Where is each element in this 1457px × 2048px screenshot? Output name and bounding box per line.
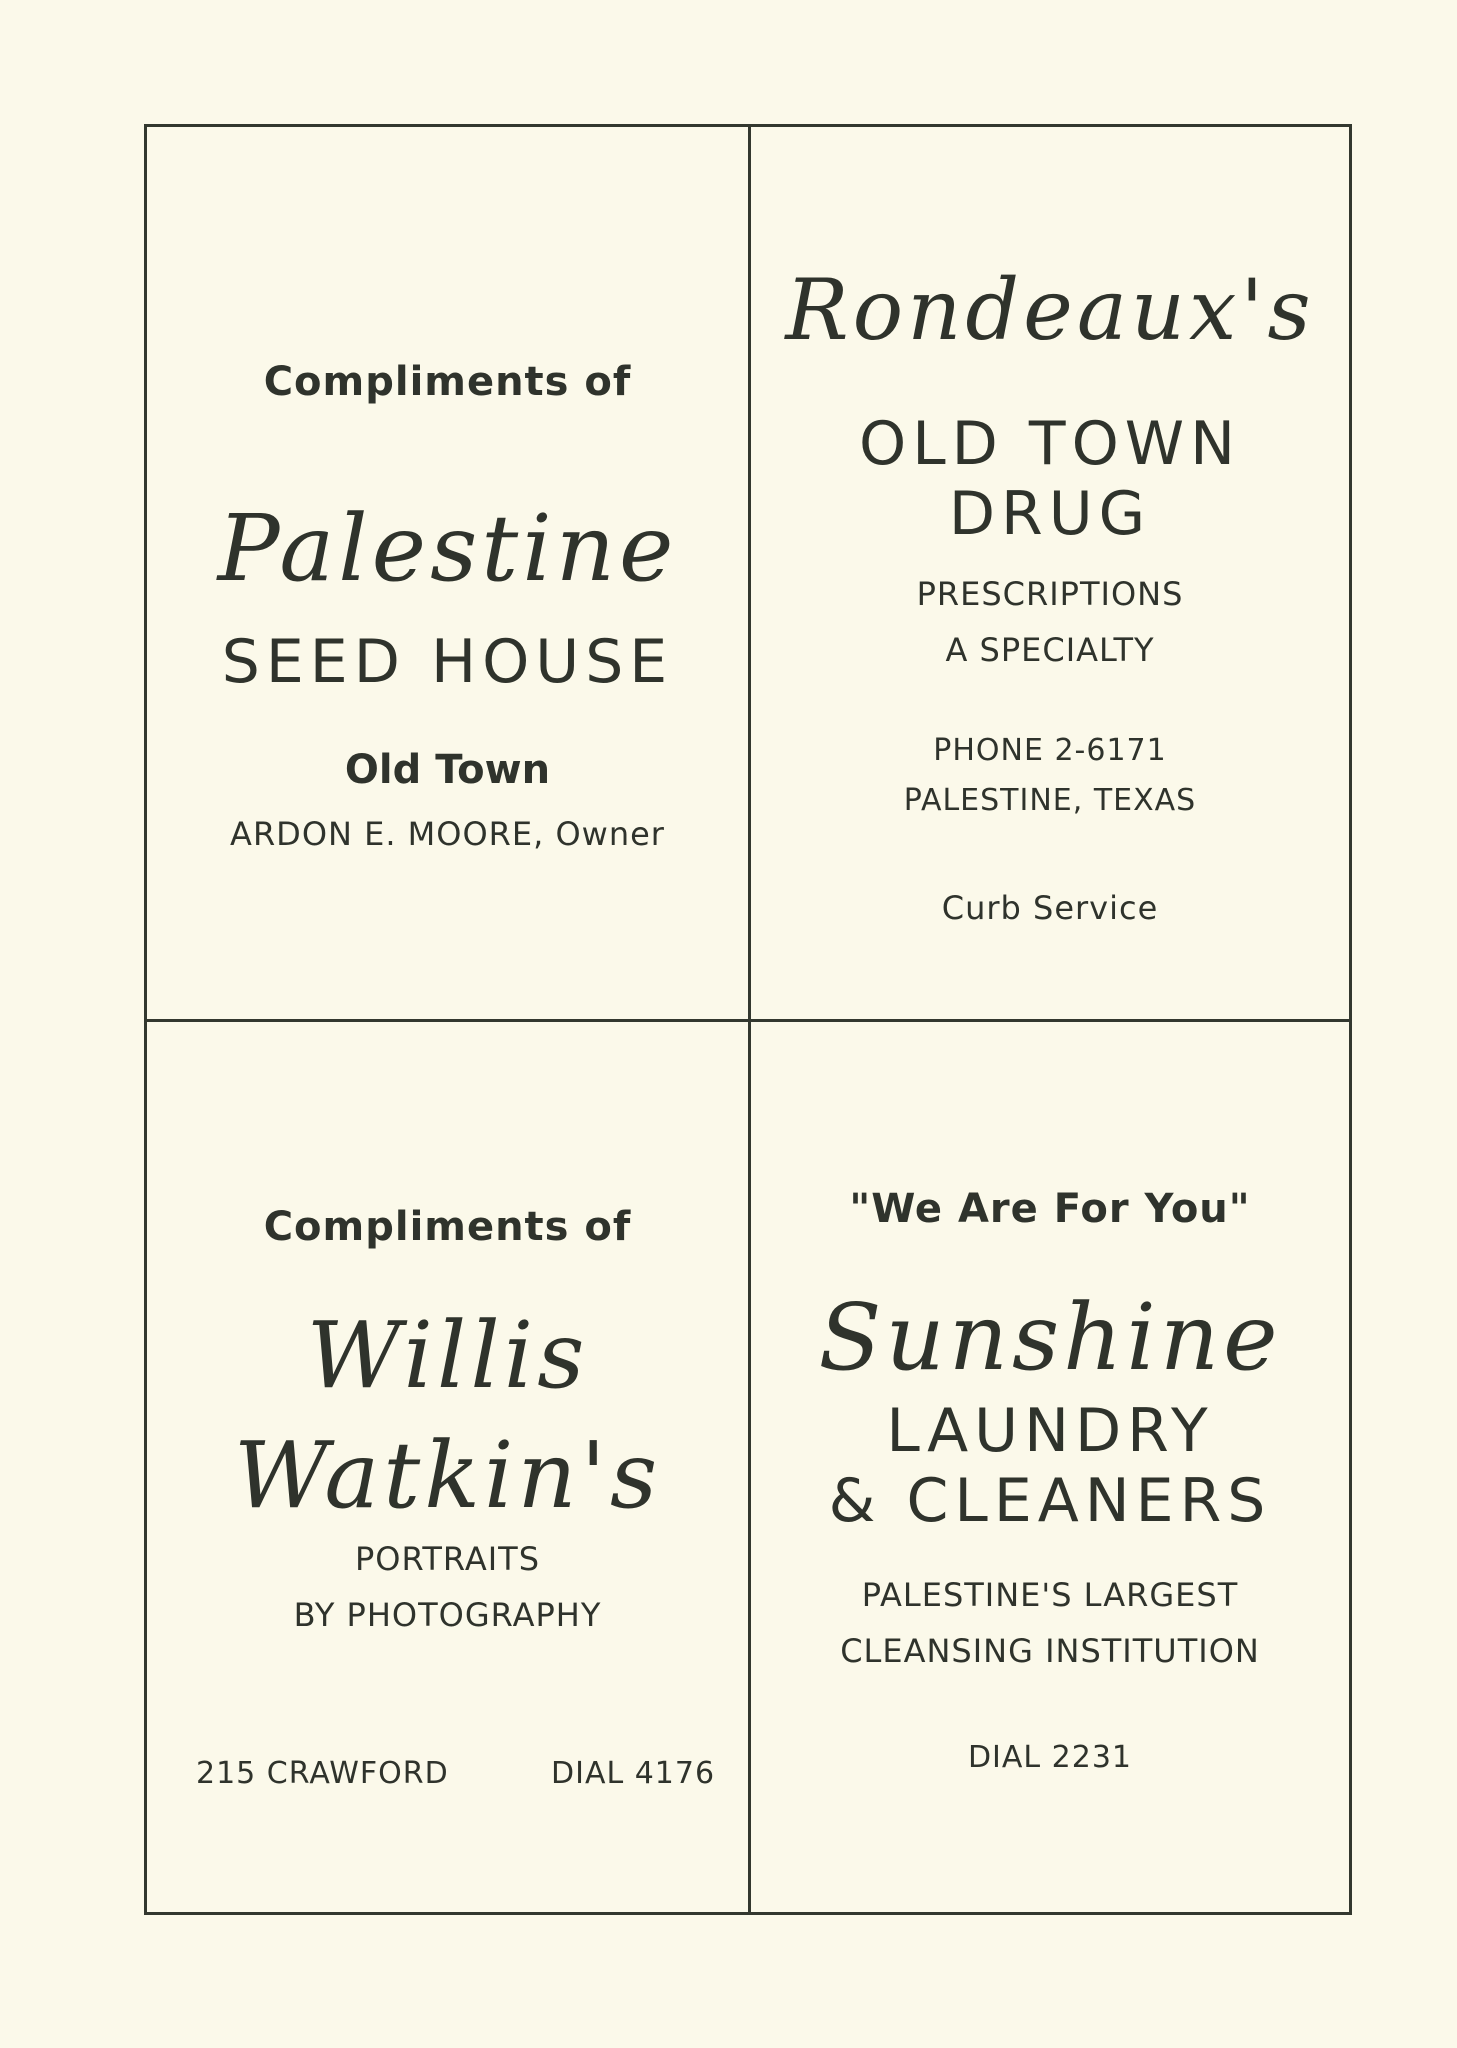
- drug-name-line1: OLD TOWN: [858, 409, 1241, 479]
- ad-willis-watkins: [147, 1022, 748, 1912]
- seed-house-script-name: Palestine: [217, 495, 678, 602]
- seed-house-compliments: Compliments of: [263, 359, 632, 405]
- photography-script-name-line2: Watkin's: [233, 1422, 662, 1529]
- ad-seed-house: [147, 127, 748, 1019]
- laundry-dial: DIAL 2231: [967, 1740, 1133, 1775]
- photography-line2: BY PHOTOGRAPHY: [293, 1596, 602, 1634]
- laundry-script-name: Sunshine: [818, 1284, 1282, 1391]
- ad-old-town-drug: [751, 127, 1349, 1019]
- laundry-tagline1: PALESTINE'S LARGEST: [861, 1576, 1239, 1614]
- drug-specialty-line2: A SPECIALTY: [945, 631, 1155, 669]
- laundry-line2: & CLEANERS: [828, 1466, 1272, 1536]
- photography-line1: PORTRAITS: [354, 1540, 541, 1578]
- drug-phone: PHONE 2-6171: [933, 733, 1167, 768]
- photography-address: 215 CRAWFORD: [196, 1756, 449, 1791]
- photography-compliments: Compliments of: [263, 1204, 632, 1250]
- laundry-tagline2: CLEANSING INSTITUTION: [840, 1632, 1260, 1670]
- laundry-line1: LAUNDRY: [886, 1396, 1214, 1466]
- photography-script-name-line1: Willis: [306, 1302, 589, 1409]
- drug-city: PALESTINE, TEXAS: [903, 783, 1197, 818]
- drug-curb-service: Curb Service: [941, 889, 1159, 927]
- photography-dial: DIAL 4176: [551, 1756, 716, 1791]
- laundry-slogan: "We Are For You": [849, 1186, 1251, 1232]
- seed-house-business-name: SEED HOUSE: [221, 627, 674, 697]
- seed-house-location: Old Town: [344, 747, 551, 793]
- seed-house-owner: ARDON E. MOORE, Owner: [230, 815, 665, 853]
- drug-specialty-line1: PRESCRIPTIONS: [916, 575, 1184, 613]
- drug-name-line2: DRUG: [948, 479, 1152, 549]
- ad-sunshine-laundry: [751, 1022, 1349, 1912]
- drug-script-name: Rondeaux's: [785, 261, 1315, 359]
